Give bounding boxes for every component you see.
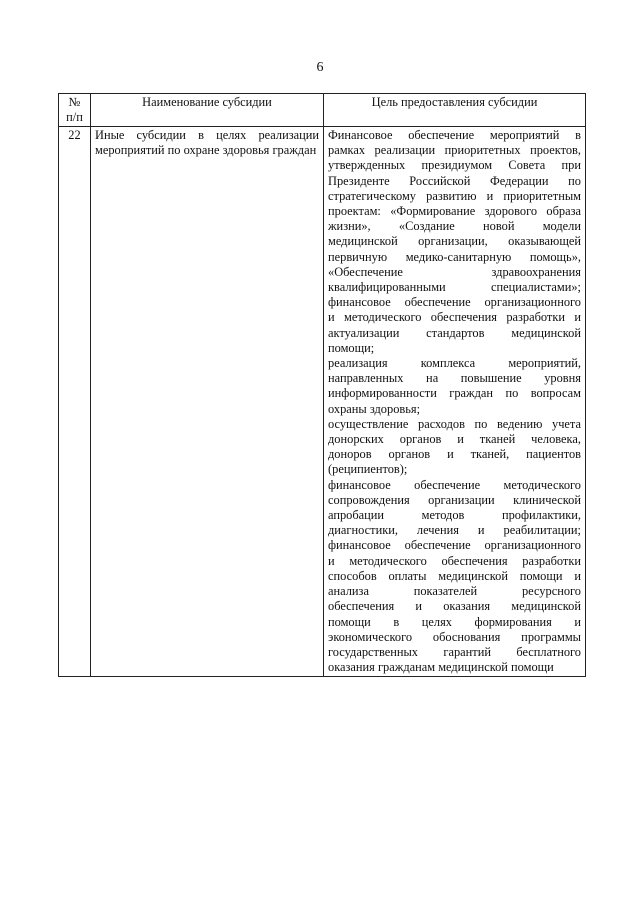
subsidy-name-text: Иные субсидии в целях реализации мероприятий по охране здоровья граждан (95, 128, 319, 158)
subsidy-goal-line: обеспечения и оказания медицинской (328, 599, 581, 614)
subsidy-goal-line: и методического обеспечения разработки (328, 553, 581, 568)
subsidy-goal-line: «Обеспечение здравоохранения (328, 264, 581, 279)
header-subsidy-goal: Цель предоставления субсидии (324, 94, 586, 127)
table-header-row (59, 94, 586, 127)
subsidy-goal-line: апробации методов профилактики, (328, 508, 581, 523)
subsidy-goal-line: и методического обеспечения разработки и (328, 310, 581, 325)
subsidy-goal-line: первичную медико-санитарную помощь», (328, 249, 581, 264)
subsidy-goal-line: доноров органов и тканей, пациентов (328, 447, 581, 462)
subsidy-goal-line: Финансовое обеспечение мероприятий в (328, 128, 581, 142)
subsidy-goal-line: донорских органов и тканей человека, (328, 432, 581, 447)
subsidy-goal-line: (реципиентов); (328, 462, 408, 477)
subsidy-goal-line: помощи в целях формирования и (328, 614, 581, 629)
subsidy-goal-line: диагностики, лечения и реабилитации; (328, 523, 581, 538)
header-subsidy-name: Наименование субсидии (91, 94, 324, 127)
page-number: 6 (316, 60, 324, 75)
subsidy-goal-line: анализа показателей ресурсного (328, 584, 581, 599)
subsidy-goal-line: медицинской организации, оказывающей (328, 234, 581, 249)
subsidy-goal-line: финансовое обеспечение методического (328, 477, 581, 492)
subsidy-goal-line: реализация комплекса мероприятий, (328, 356, 581, 371)
subsidy-goal-line: рамках реализации приоритетных проектов, (328, 143, 581, 158)
subsidy-goal-line: информированности граждан по вопросам (328, 386, 581, 401)
subsidy-goal-line: сопровождения организации клинической (328, 492, 581, 507)
header-number: № п/п (59, 94, 91, 127)
subsidy-goal-cell (324, 127, 586, 677)
subsidy-goal-line: проектам: «Формирование здорового образа (328, 204, 581, 219)
subsidy-goal-line: помощи; (328, 340, 375, 355)
subsidy-goal-line: утвержденных президиумом Совета при (328, 158, 581, 173)
subsidy-goal-line: экономического обоснования программы (328, 629, 581, 644)
subsidy-goal-line: квалифицированными специалистами»; (328, 280, 581, 295)
subsidy-goal-line: Президенте Российской Федерации по (328, 173, 581, 188)
subsidy-goal-line: государственных гарантий бесплатного (328, 644, 581, 659)
subsidy-goal-line: жизни», «Создание новой модели (328, 219, 581, 234)
subsidy-name-cell (91, 127, 324, 677)
subsidy-goal-line: актуализации стандартов медицинской (328, 325, 581, 340)
subsidy-goal-line: финансовое обеспечение организационного (328, 538, 581, 553)
subsidy-goal-line: оказания гражданам медицинской помощи (328, 660, 554, 675)
subsidy-table (58, 93, 586, 677)
subsidy-goal-line: стратегическому развитию и приоритетным (328, 188, 581, 203)
subsidy-goal-line: охраны здоровья; (328, 401, 421, 416)
subsidy-goal-line: направленных на повышение уровня (328, 371, 581, 386)
subsidy-goal-line: способов оплаты медицинской помощи и (328, 568, 581, 583)
table-row (59, 127, 586, 677)
subsidy-goal-line: осуществление расходов по ведению учета (328, 416, 581, 431)
row-number: 22 (59, 127, 91, 677)
subsidy-goal-line: финансовое обеспечение организационного (328, 295, 581, 310)
